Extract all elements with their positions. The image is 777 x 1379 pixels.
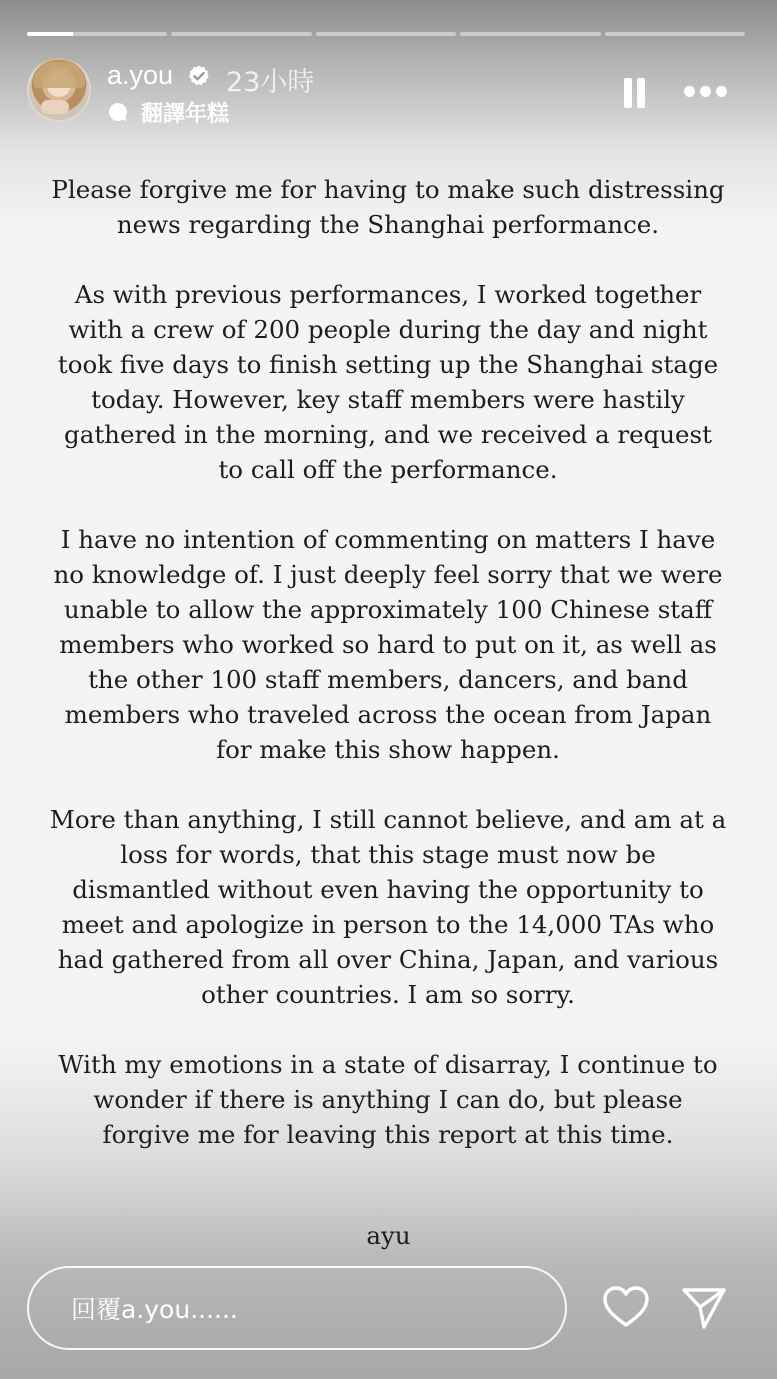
progress-fill [27, 32, 73, 36]
verified-badge-icon [187, 64, 211, 88]
story-progress-bar [27, 32, 745, 36]
progress-segment [171, 32, 311, 36]
progress-segment [316, 32, 456, 36]
progress-segment [27, 32, 167, 36]
more-dot [716, 86, 727, 97]
pause-icon[interactable] [620, 78, 648, 110]
message-paragraph: More than anything, I still cannot believe, and am at a loss for words, that this stage must now be dismantled without even having the opportunity to meet and apologize in person to the 14,000 TAs who had gathered from all over China, Japan, and various other countries. I am so sorry. [49, 805, 727, 1009]
send-icon[interactable] [680, 1285, 728, 1331]
translate-button[interactable] [107, 98, 229, 126]
username[interactable]: a.you [107, 60, 174, 90]
progress-segment [605, 32, 745, 36]
pause-bar [637, 78, 645, 108]
avatar-hair [33, 62, 85, 88]
story-message [48, 172, 728, 1187]
post-time: 23小時 [226, 67, 315, 98]
progress-segment [460, 32, 600, 36]
reply-input[interactable]: 回覆a.you...... [27, 1266, 567, 1350]
message-paragraph: I have no intention of commenting on matters I have no knowledge of. I just deeply feel sorry that we were unable to allow the approximately 100 Chinese staff members who worked so hard to put on it, as well as the other 100 staff members, dancers, and band members who traveled across the ocean from Japan for make this show happen. [53, 525, 723, 764]
message-paragraph: As with previous performances, I worked together with a crew of 200 people during the day and night took five days to finish setting up the Shanghai stage today. However, key staff members were hastily gathered in the morning, and we received a request to call off the performance. [57, 280, 719, 484]
message-paragraph: Please forgive me for having to make such distressing news regarding the Shanghai performance. [51, 175, 725, 239]
translate-label: 翻譯年糕 [141, 101, 230, 127]
heart-icon[interactable] [602, 1285, 650, 1329]
more-options-icon[interactable] [684, 86, 728, 100]
avatar[interactable] [27, 58, 91, 122]
more-dot [684, 86, 695, 97]
pause-bar [624, 78, 632, 108]
message-signature: ayu [366, 1221, 411, 1250]
translate-icon [107, 101, 129, 123]
more-dot [700, 86, 711, 97]
avatar-hand [41, 100, 69, 114]
message-paragraph: With my emotions in a state of disarray, I continue to wonder if there is anything I can do, but please forgive me for leaving this report at this time. [58, 1050, 718, 1149]
